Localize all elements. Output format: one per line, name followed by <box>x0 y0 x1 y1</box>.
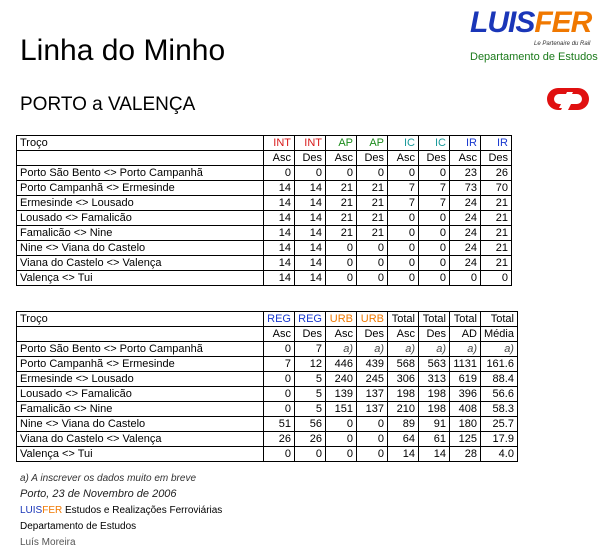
value-cell: 151 <box>326 402 357 417</box>
value-cell: 21 <box>481 241 512 256</box>
segment-name: Porto São Bento <> Porto Campanhã <box>17 166 264 181</box>
value-cell: 5 <box>295 387 326 402</box>
value-cell: 21 <box>357 196 388 211</box>
value-cell: 0 <box>326 241 357 256</box>
value-cell: 64 <box>388 432 419 447</box>
value-cell: 28 <box>450 447 481 462</box>
column-header: AP <box>326 136 357 151</box>
column-header: URB <box>357 312 388 327</box>
value-cell: 0 <box>388 211 419 226</box>
value-cell: 0 <box>326 432 357 447</box>
table-row <box>17 226 512 241</box>
value-cell: 14 <box>419 447 450 462</box>
value-cell: 7 <box>264 357 295 372</box>
value-cell: 7 <box>419 181 450 196</box>
value-cell: 21 <box>481 256 512 271</box>
value-cell: 0 <box>419 166 450 181</box>
column-subheader: Média <box>481 327 518 342</box>
trains-table-2 <box>16 311 518 462</box>
value-cell: a) <box>419 342 450 357</box>
column-header: Total <box>450 312 481 327</box>
column-header: Total <box>388 312 419 327</box>
value-cell: 161.6 <box>481 357 518 372</box>
table-row <box>17 271 512 286</box>
value-cell: 0 <box>264 166 295 181</box>
value-cell: 0 <box>264 342 295 357</box>
page-subtitle: PORTO a VALENÇA <box>20 94 196 115</box>
value-cell: 5 <box>295 372 326 387</box>
value-cell: 0 <box>357 271 388 286</box>
value-cell: 0 <box>326 166 357 181</box>
value-cell: a) <box>357 342 388 357</box>
value-cell: 21 <box>326 211 357 226</box>
table-row <box>17 357 518 372</box>
value-cell: 7 <box>295 342 326 357</box>
org-part1: LUIS <box>20 505 43 516</box>
column-subheader: Asc <box>450 151 481 166</box>
value-cell: 26 <box>264 432 295 447</box>
value-cell: 12 <box>295 357 326 372</box>
value-cell: a) <box>450 342 481 357</box>
value-cell: 7 <box>388 196 419 211</box>
column-header: IC <box>419 136 450 151</box>
value-cell: 21 <box>326 181 357 196</box>
column-header: INT <box>264 136 295 151</box>
value-cell: 51 <box>264 417 295 432</box>
column-subheader: AD <box>450 327 481 342</box>
value-cell: a) <box>388 342 419 357</box>
value-cell: 0 <box>388 241 419 256</box>
value-cell: 14 <box>264 211 295 226</box>
organization <box>20 505 222 516</box>
table-row <box>17 211 512 226</box>
value-cell: 0 <box>264 447 295 462</box>
column-subheader: Des <box>419 327 450 342</box>
date: Porto, 23 de Novembro de 2006 <box>20 488 177 500</box>
value-cell: 24 <box>450 211 481 226</box>
value-cell: 14 <box>295 226 326 241</box>
segment-name: Ermesinde <> Lousado <box>17 372 264 387</box>
value-cell: 21 <box>326 196 357 211</box>
column-header: Total <box>481 312 518 327</box>
column-subheader: Des <box>419 151 450 166</box>
segment-name: Nine <> Viana do Castelo <box>17 241 264 256</box>
value-cell: 198 <box>419 402 450 417</box>
segment-name: Nine <> Viana do Castelo <box>17 417 264 432</box>
value-cell: 25.7 <box>481 417 518 432</box>
value-cell: 0 <box>357 432 388 447</box>
value-cell: 21 <box>481 226 512 241</box>
value-cell: 4.0 <box>481 447 518 462</box>
value-cell: 17.9 <box>481 432 518 447</box>
value-cell: 619 <box>450 372 481 387</box>
value-cell: 21 <box>326 226 357 241</box>
value-cell: 240 <box>326 372 357 387</box>
value-cell: 0 <box>357 166 388 181</box>
segment-name: Porto Campanhã <> Ermesinde <box>17 181 264 196</box>
column-subheader: Des <box>357 151 388 166</box>
footnote: a) A inscrever os dados muito em breve <box>20 473 197 484</box>
value-cell: 0 <box>419 226 450 241</box>
value-cell: 0 <box>388 271 419 286</box>
value-cell: 0 <box>326 417 357 432</box>
page-title: Linha do Minho <box>20 34 226 67</box>
table-row <box>17 241 512 256</box>
department: Departamento de Estudos <box>20 521 137 532</box>
value-cell: 88.4 <box>481 372 518 387</box>
value-cell: 24 <box>450 256 481 271</box>
table-row <box>17 372 518 387</box>
value-cell: 0 <box>388 256 419 271</box>
value-cell: 0 <box>419 211 450 226</box>
value-cell: 14 <box>388 447 419 462</box>
value-cell: 313 <box>419 372 450 387</box>
logo-part1: LUIS <box>470 6 535 39</box>
column-subheader: Des <box>357 327 388 342</box>
value-cell: 0 <box>388 226 419 241</box>
value-cell: 0 <box>388 166 419 181</box>
subheader-row <box>17 151 512 166</box>
table-row <box>17 196 512 211</box>
value-cell: 21 <box>357 211 388 226</box>
segment-name: Famalicão <> Nine <box>17 226 264 241</box>
value-cell: 14 <box>295 211 326 226</box>
column-header: IR <box>481 136 512 151</box>
column-header: URB <box>326 312 357 327</box>
value-cell: 0 <box>419 241 450 256</box>
column-header: IR <box>450 136 481 151</box>
value-cell: 568 <box>388 357 419 372</box>
value-cell: 125 <box>450 432 481 447</box>
segment-name: Valença <> Tui <box>17 447 264 462</box>
value-cell: 70 <box>481 181 512 196</box>
table-row <box>17 432 518 447</box>
value-cell: 5 <box>295 402 326 417</box>
value-cell: 210 <box>388 402 419 417</box>
table-row <box>17 387 518 402</box>
value-cell: 21 <box>357 181 388 196</box>
value-cell: 439 <box>357 357 388 372</box>
value-cell: 14 <box>295 241 326 256</box>
value-cell: 563 <box>419 357 450 372</box>
column-subheader: Des <box>295 327 326 342</box>
value-cell: a) <box>326 342 357 357</box>
value-cell: 7 <box>419 196 450 211</box>
segment-header: Troço <box>17 312 264 327</box>
luisfer-logo <box>470 6 600 63</box>
segment-subheader-blank <box>17 327 264 342</box>
column-header: Total <box>419 312 450 327</box>
value-cell: 56 <box>295 417 326 432</box>
segment-header: Troço <box>17 136 264 151</box>
column-header: INT <box>295 136 326 151</box>
value-cell: 24 <box>450 196 481 211</box>
header-row <box>17 136 512 151</box>
column-subheader: Asc <box>388 151 419 166</box>
value-cell: 306 <box>388 372 419 387</box>
value-cell: 14 <box>295 256 326 271</box>
value-cell: 14 <box>295 271 326 286</box>
value-cell: 21 <box>357 226 388 241</box>
value-cell: 26 <box>295 432 326 447</box>
value-cell: 198 <box>419 387 450 402</box>
value-cell: 89 <box>388 417 419 432</box>
value-cell: 198 <box>388 387 419 402</box>
value-cell: 14 <box>295 196 326 211</box>
segment-subheader-blank <box>17 151 264 166</box>
column-subheader: Asc <box>264 327 295 342</box>
segment-name: Viana do Castelo <> Valença <box>17 256 264 271</box>
author: Luís Moreira <box>20 537 76 548</box>
value-cell: 446 <box>326 357 357 372</box>
column-header: AP <box>357 136 388 151</box>
table-row <box>17 181 512 196</box>
value-cell: 0 <box>326 256 357 271</box>
segment-name: Ermesinde <> Lousado <box>17 196 264 211</box>
segment-name: Famalicão <> Nine <box>17 402 264 417</box>
header-row <box>17 312 518 327</box>
value-cell: a) <box>481 342 518 357</box>
value-cell: 14 <box>264 196 295 211</box>
value-cell: 0 <box>419 271 450 286</box>
org-part2: FER <box>42 505 63 516</box>
table-row <box>17 447 518 462</box>
value-cell: 14 <box>264 241 295 256</box>
value-cell: 0 <box>295 166 326 181</box>
value-cell: 139 <box>326 387 357 402</box>
table-row <box>17 417 518 432</box>
segment-name: Porto São Bento <> Porto Campanhã <box>17 342 264 357</box>
value-cell: 0 <box>357 241 388 256</box>
segment-name: Lousado <> Famalicão <box>17 387 264 402</box>
column-subheader: Des <box>481 151 512 166</box>
value-cell: 24 <box>450 226 481 241</box>
value-cell: 0 <box>357 417 388 432</box>
value-cell: 21 <box>481 196 512 211</box>
table-row <box>17 342 518 357</box>
value-cell: 396 <box>450 387 481 402</box>
segment-name: Lousado <> Famalicão <box>17 211 264 226</box>
value-cell: 91 <box>419 417 450 432</box>
column-header: REG <box>264 312 295 327</box>
value-cell: 0 <box>481 271 512 286</box>
value-cell: 23 <box>450 166 481 181</box>
value-cell: 0 <box>326 447 357 462</box>
column-subheader: Asc <box>326 151 357 166</box>
table-row <box>17 166 512 181</box>
value-cell: 0 <box>357 256 388 271</box>
value-cell: 0 <box>264 372 295 387</box>
value-cell: 14 <box>264 256 295 271</box>
value-cell: 73 <box>450 181 481 196</box>
logo-part2: FER <box>534 6 592 39</box>
value-cell: 26 <box>481 166 512 181</box>
value-cell: 0 <box>450 271 481 286</box>
value-cell: 0 <box>326 271 357 286</box>
org-rest: Estudos e Realizações Ferroviárias <box>62 505 223 516</box>
value-cell: 21 <box>481 211 512 226</box>
column-subheader: Des <box>295 151 326 166</box>
column-subheader: Asc <box>326 327 357 342</box>
value-cell: 180 <box>450 417 481 432</box>
value-cell: 61 <box>419 432 450 447</box>
value-cell: 1131 <box>450 357 481 372</box>
value-cell: 14 <box>295 181 326 196</box>
subheader-row <box>17 327 518 342</box>
value-cell: 14 <box>264 226 295 241</box>
value-cell: 137 <box>357 402 388 417</box>
value-cell: 0 <box>264 387 295 402</box>
value-cell: 137 <box>357 387 388 402</box>
column-subheader: Asc <box>264 151 295 166</box>
value-cell: 24 <box>450 241 481 256</box>
logo-department: Departamento de Estudos <box>470 51 598 63</box>
trains-table-1 <box>16 135 512 286</box>
value-cell: 0 <box>264 402 295 417</box>
segment-name: Porto Campanhã <> Ermesinde <box>17 357 264 372</box>
logo-tagline: Le Partenaire du Rail <box>534 41 591 47</box>
column-header: REG <box>295 312 326 327</box>
column-subheader: Asc <box>388 327 419 342</box>
value-cell: 245 <box>357 372 388 387</box>
value-cell: 7 <box>388 181 419 196</box>
value-cell: 14 <box>264 271 295 286</box>
cp-logo-icon <box>544 84 592 114</box>
segment-name: Valença <> Tui <box>17 271 264 286</box>
segment-name: Viana do Castelo <> Valença <box>17 432 264 447</box>
column-header: IC <box>388 136 419 151</box>
value-cell: 0 <box>357 447 388 462</box>
value-cell: 58.3 <box>481 402 518 417</box>
value-cell: 0 <box>419 256 450 271</box>
value-cell: 408 <box>450 402 481 417</box>
value-cell: 14 <box>264 181 295 196</box>
value-cell: 56.6 <box>481 387 518 402</box>
table-row <box>17 402 518 417</box>
table-row <box>17 256 512 271</box>
value-cell: 0 <box>295 447 326 462</box>
